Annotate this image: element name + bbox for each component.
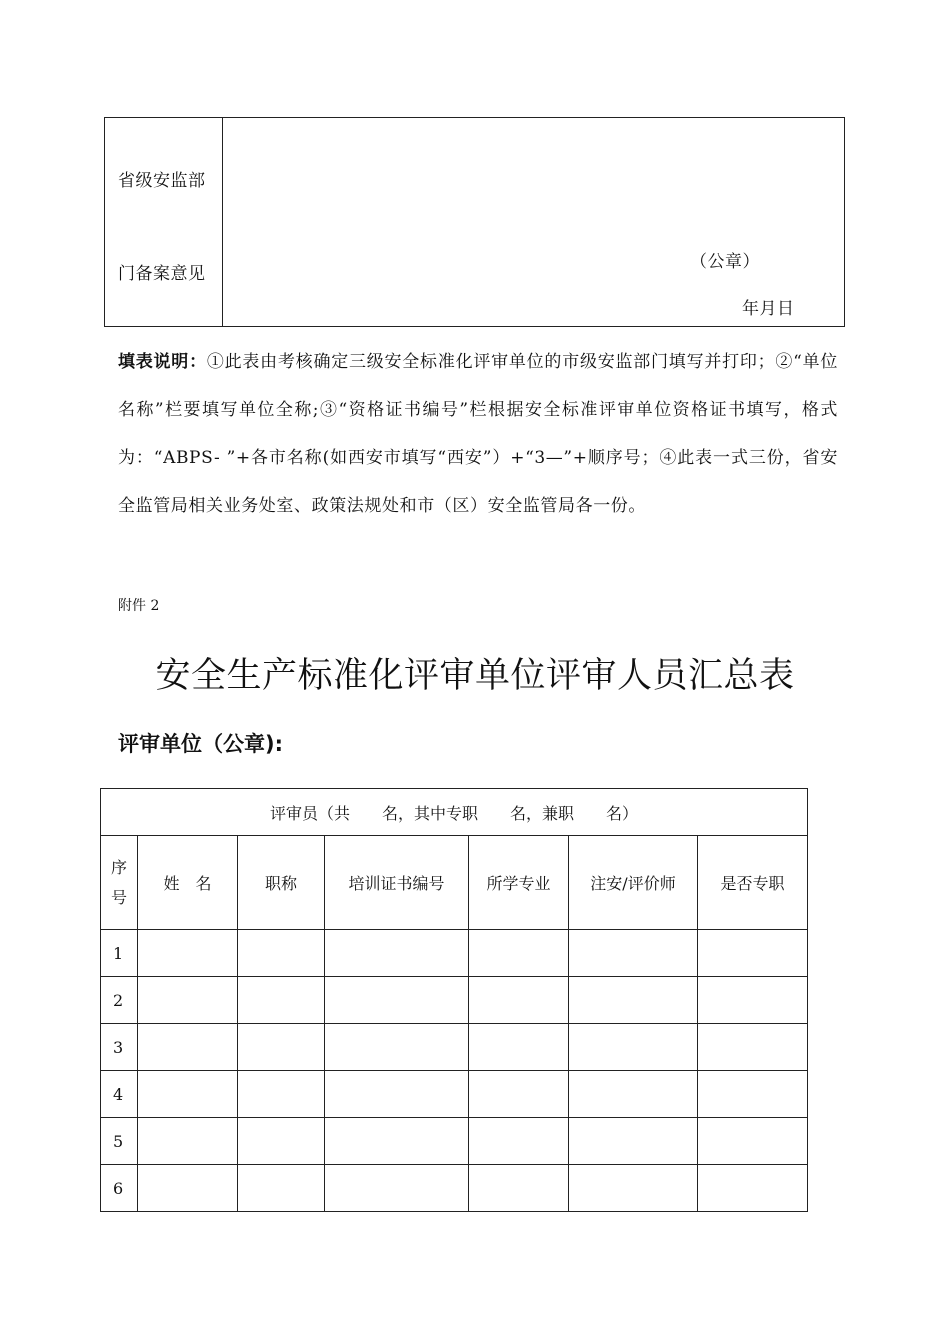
cell-major[interactable] [469,1165,569,1212]
summary-row [101,789,808,836]
cell-certificate[interactable] [325,977,469,1024]
approval-table [104,117,845,327]
reviewer-count-summary: 评审员（共 名，其中专职 名，兼职 名） [101,789,808,836]
cell-full-time[interactable] [698,977,808,1024]
review-unit-label: 评审单位（公章): [118,732,283,756]
cell-engineer[interactable] [569,977,698,1024]
approval-label-line1: 省级安监部 [118,171,206,191]
page-title: 安全生产标准化评审单位评审人员汇总表 [155,656,795,696]
cell-engineer[interactable] [569,1024,698,1071]
row-number: 3 [101,1024,138,1071]
reviewer-table [100,788,808,1212]
cell-major[interactable] [469,1024,569,1071]
cell-name[interactable] [138,930,238,977]
cell-full-time[interactable] [698,1118,808,1165]
table-row [101,1024,808,1071]
cell-engineer[interactable] [569,1071,698,1118]
row-number: 2 [101,977,138,1024]
row-number: 1 [101,930,138,977]
cell-full-time[interactable] [698,930,808,977]
instructions-text: ①此表由考核确定三级安全标准化评审单位的市级安监部门填写并打印；②“单位名称”栏要填写单位全称;③“资格证书编号”栏根据安全标准评审单位资格证书填写，格式为：“ABPS- ”+各市名称(如西安市填写“西安”）+“3—”+顺序号；④此表一式三份，省安全监管局相关业务处室、政策法规处和市（区）安全监管局各一份。 [118,352,838,516]
header-full-time: 是否专职 [698,836,808,930]
table-row [101,1165,808,1212]
header-serial: 序号 [101,836,138,930]
table-row [101,977,808,1024]
cell-name[interactable] [138,1024,238,1071]
approval-table-divider [222,117,223,327]
cell-title[interactable] [238,977,325,1024]
table-row [101,1071,808,1118]
cell-title[interactable] [238,1118,325,1165]
cell-major[interactable] [469,1071,569,1118]
attachment-label: 附件 2 [118,598,160,614]
row-number: 5 [101,1118,138,1165]
header-safety-engineer: 注安/评价师 [569,836,698,930]
instructions-label: 填表说明： [118,352,207,372]
row-number: 6 [101,1165,138,1212]
cell-major[interactable] [469,1118,569,1165]
cell-certificate[interactable] [325,1071,469,1118]
table-row [101,930,808,977]
cell-title[interactable] [238,1165,325,1212]
header-name: 姓 名 [138,836,238,930]
cell-name[interactable] [138,977,238,1024]
seal-placeholder: （公章） [690,252,760,272]
cell-certificate[interactable] [325,930,469,977]
cell-full-time[interactable] [698,1165,808,1212]
cell-certificate[interactable] [325,1165,469,1212]
header-major: 所学专业 [469,836,569,930]
form-instructions [118,338,838,530]
row-number: 4 [101,1071,138,1118]
cell-engineer[interactable] [569,930,698,977]
header-row [101,836,808,930]
cell-title[interactable] [238,1024,325,1071]
cell-title[interactable] [238,930,325,977]
cell-full-time[interactable] [698,1024,808,1071]
cell-major[interactable] [469,930,569,977]
cell-name[interactable] [138,1165,238,1212]
cell-title[interactable] [238,1071,325,1118]
table-row [101,1118,808,1165]
cell-certificate[interactable] [325,1118,469,1165]
approval-label-line2: 门备案意见 [118,264,206,284]
date-placeholder: 年月日 [742,299,795,319]
cell-engineer[interactable] [569,1165,698,1212]
header-certificate-number: 培训证书编号 [325,836,469,930]
cell-name[interactable] [138,1118,238,1165]
cell-engineer[interactable] [569,1118,698,1165]
cell-certificate[interactable] [325,1024,469,1071]
header-title: 职称 [238,836,325,930]
cell-full-time[interactable] [698,1071,808,1118]
cell-major[interactable] [469,977,569,1024]
cell-name[interactable] [138,1071,238,1118]
